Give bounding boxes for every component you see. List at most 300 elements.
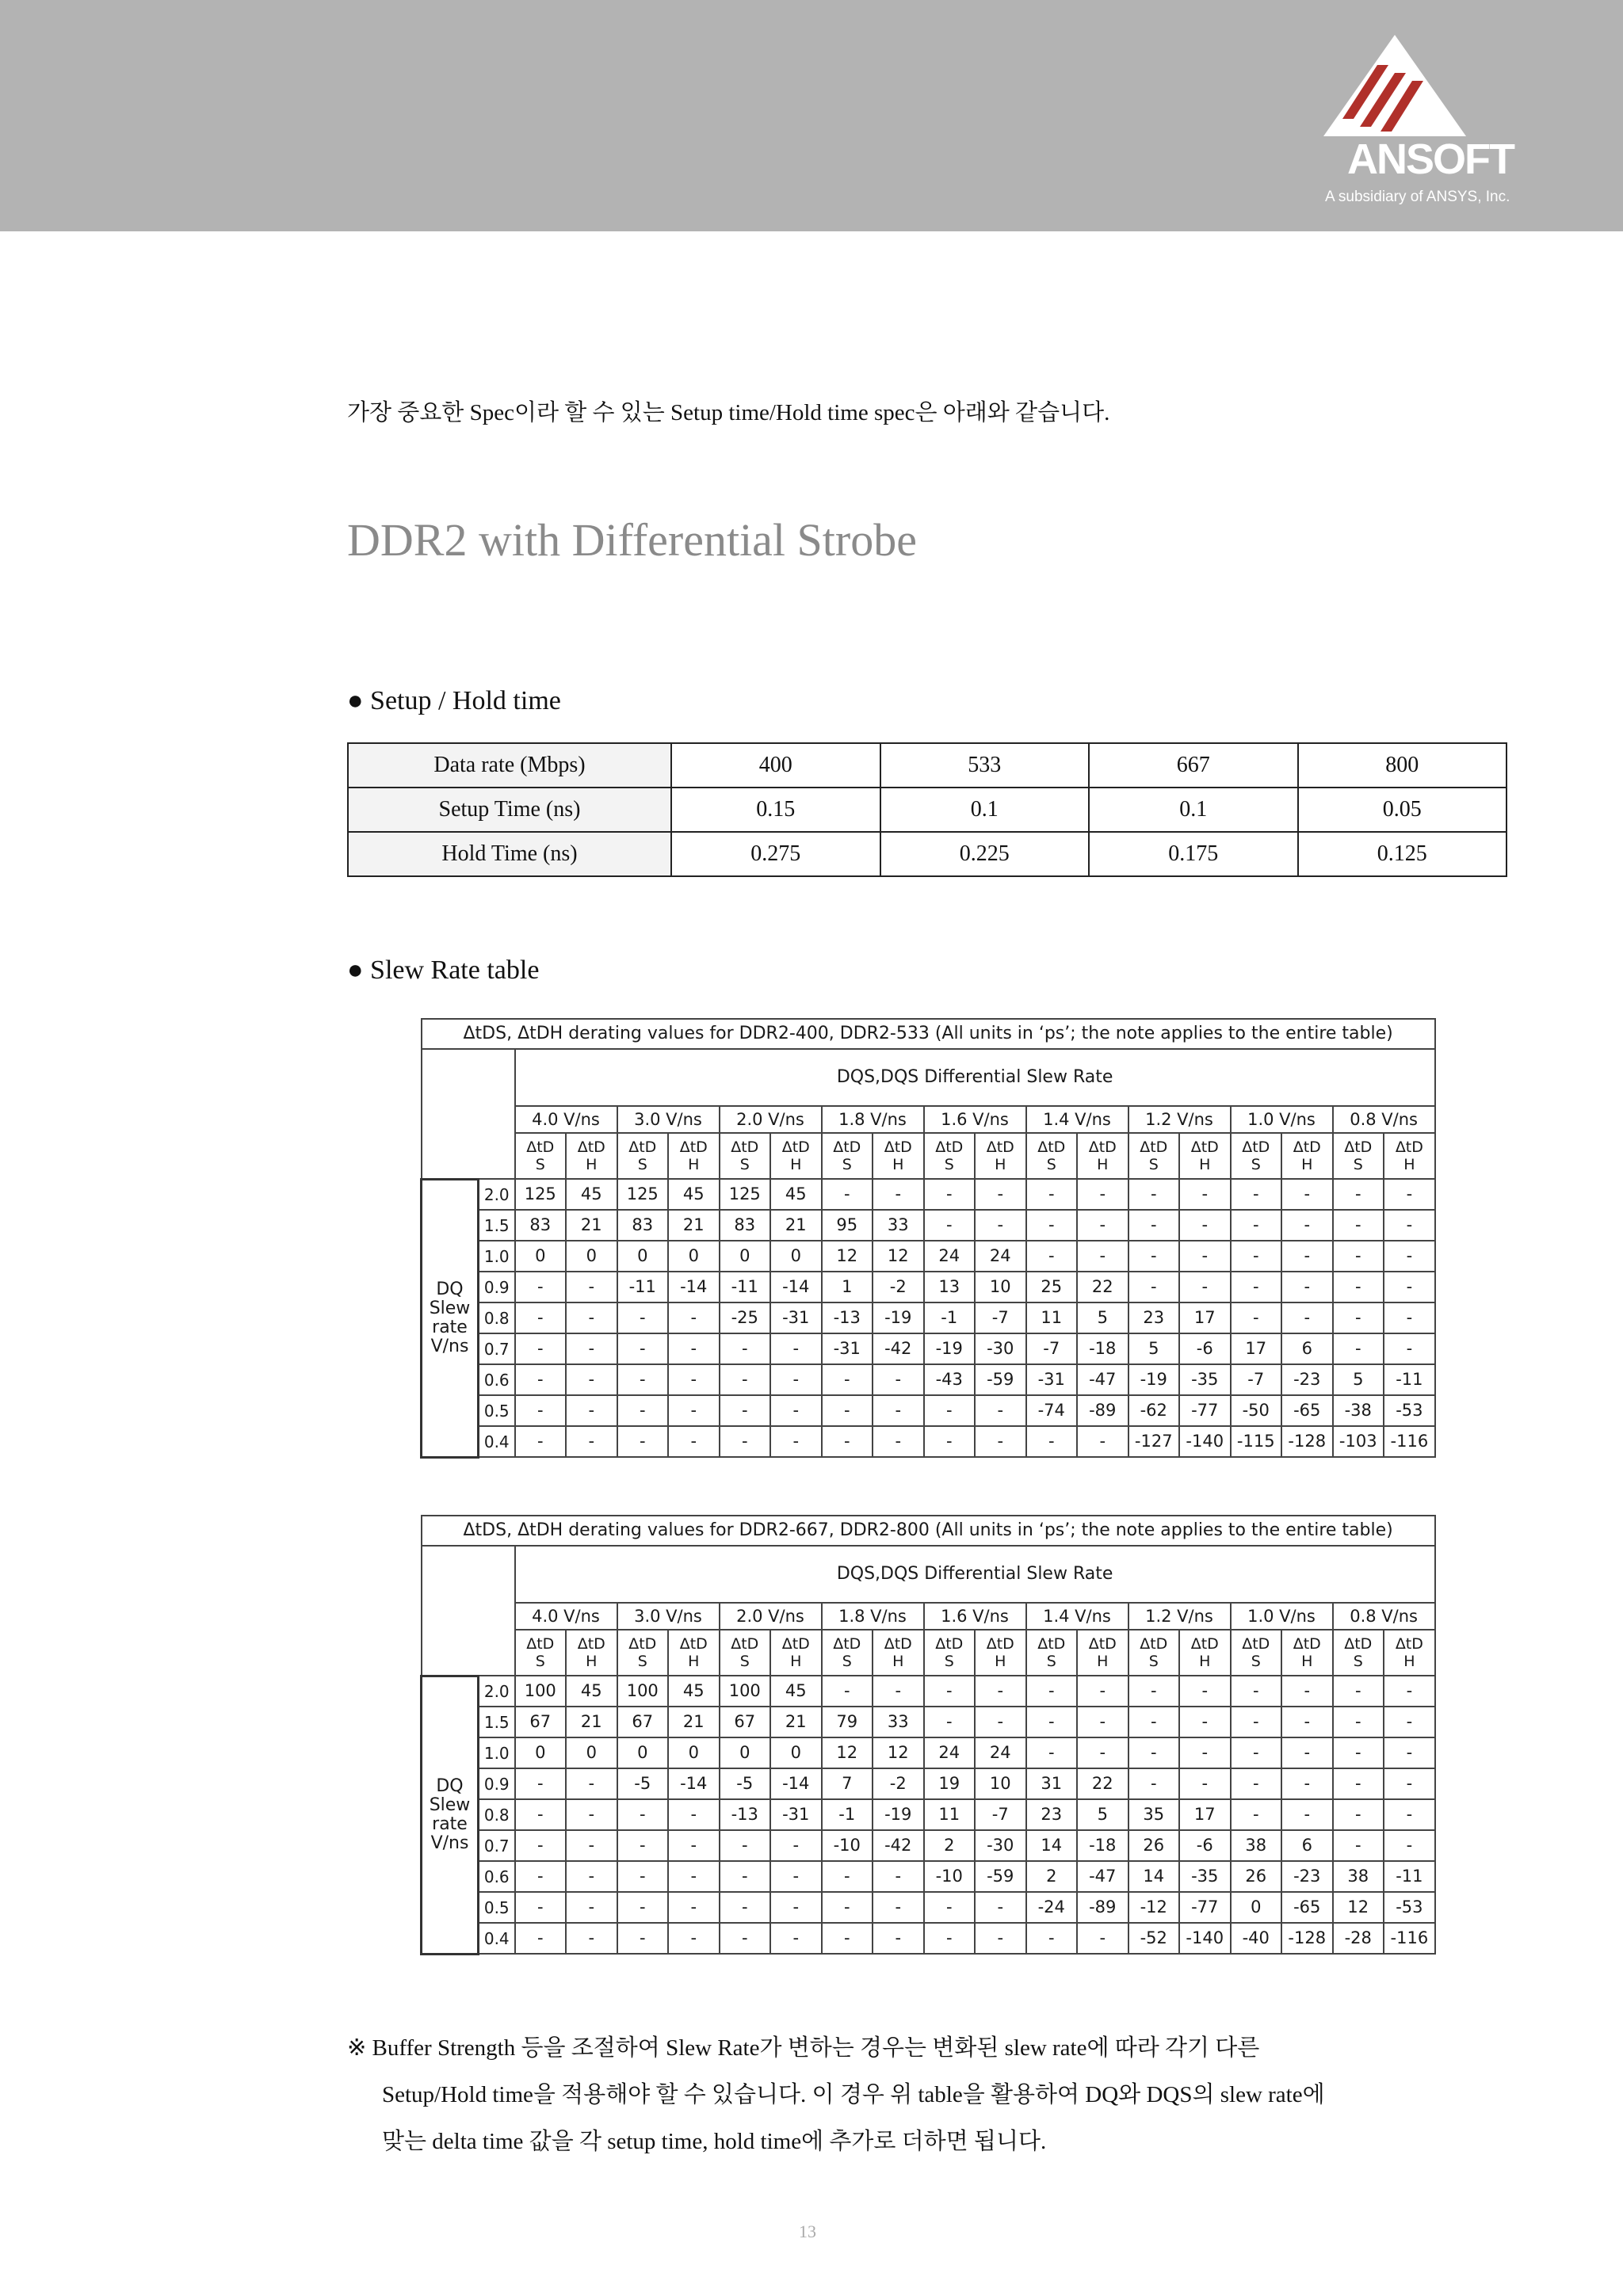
derating-cell: - — [975, 1426, 1026, 1457]
derating-cell: -11 — [617, 1272, 669, 1302]
ansoft-logo — [1300, 32, 1537, 214]
derating-cell: - — [873, 1395, 924, 1426]
derating-cell: 12 — [873, 1737, 924, 1768]
derating-cell: - — [1281, 1737, 1333, 1768]
derating-cell: -53 — [1384, 1395, 1435, 1426]
derating-cell: - — [975, 1923, 1026, 1954]
derating-row — [422, 1737, 1435, 1768]
dq-slew-rate-label: DQ Slew rate V/ns — [422, 1676, 479, 1954]
delta-tds-header: ΔtD S — [617, 1630, 669, 1676]
derating-cell: -65 — [1281, 1892, 1333, 1923]
derating-cell: - — [975, 1179, 1026, 1210]
delta-tds-header: ΔtD S — [1026, 1630, 1078, 1676]
derating-cell: 21 — [668, 1210, 720, 1241]
derating-cell: - — [822, 1364, 873, 1395]
derating-cell: - — [1333, 1179, 1384, 1210]
derating-cell: - — [566, 1768, 617, 1799]
delta-tds-header: ΔtD S — [1333, 1630, 1384, 1676]
derating-cell: 45 — [668, 1179, 720, 1210]
derating-cell: - — [975, 1395, 1026, 1426]
spec-row-label: Setup Time (ns) — [348, 788, 671, 832]
derating-cell: - — [1179, 1179, 1231, 1210]
derating-cell: -77 — [1179, 1892, 1231, 1923]
dqs-rate-row — [422, 1603, 1435, 1630]
derating-cell: 0 — [515, 1241, 567, 1272]
derating-cell: 2 — [1026, 1861, 1078, 1892]
page-number: 13 — [799, 2222, 816, 2241]
derating-cell: 6 — [1281, 1830, 1333, 1861]
derating-cell: - — [1077, 1737, 1128, 1768]
derating-cell: - — [873, 1892, 924, 1923]
dq-slew-rate-value: 1.5 — [479, 1210, 515, 1241]
derating-cell: 38 — [1231, 1830, 1282, 1861]
dqs-rate-header: 2.0 V/ns — [720, 1106, 822, 1133]
derating-cell: - — [668, 1302, 720, 1333]
derating-cell: - — [1281, 1272, 1333, 1302]
delta-tds-header: ΔtD S — [720, 1133, 771, 1179]
dq-slew-rate-value: 0.5 — [479, 1395, 515, 1426]
dq-slew-rate-value: 0.7 — [479, 1333, 515, 1364]
derating-cell: 2 — [924, 1830, 976, 1861]
delta-tds-header: ΔtD S — [720, 1630, 771, 1676]
derating-cell: - — [822, 1892, 873, 1923]
derating-cell: - — [975, 1676, 1026, 1707]
derating-cell: -19 — [873, 1799, 924, 1830]
derating-cell: - — [515, 1799, 567, 1830]
delta-tdh-header: ΔtD H — [1077, 1133, 1128, 1179]
derating-cell: - — [1026, 1179, 1078, 1210]
derating-cell: - — [1179, 1737, 1231, 1768]
dq-slew-rate-value: 0.8 — [479, 1799, 515, 1830]
derating-cell: 14 — [1128, 1861, 1180, 1892]
dq-slew-rate-value: 0.9 — [479, 1272, 515, 1302]
derating-cell: 125 — [720, 1179, 771, 1210]
spec-cell: 0.275 — [671, 832, 880, 876]
derating-cell: - — [1231, 1179, 1282, 1210]
derating-cell: - — [924, 1707, 976, 1737]
derating-cell: - — [1179, 1272, 1231, 1302]
delta-tdh-header: ΔtD H — [1179, 1630, 1231, 1676]
dqs-rate-header: 0.8 V/ns — [1333, 1603, 1435, 1630]
derating-cell: - — [1231, 1241, 1282, 1272]
spec-row-label: Data rate (Mbps) — [348, 743, 671, 788]
delta-tds-header: ΔtD S — [515, 1133, 567, 1179]
dqs-rate-header: 3.0 V/ns — [617, 1106, 720, 1133]
spec-cell: 0.1 — [1089, 788, 1298, 832]
derating-row — [422, 1676, 1435, 1707]
derating-cell: -7 — [1026, 1333, 1078, 1364]
derating-cell: 11 — [1026, 1302, 1078, 1333]
blank-corner — [422, 1049, 515, 1179]
derating-cell: - — [1026, 1737, 1078, 1768]
derating-cell: 1 — [822, 1272, 873, 1302]
derating-cell: - — [1384, 1302, 1435, 1333]
derating-cell: - — [720, 1333, 771, 1364]
derating-cell: -5 — [617, 1768, 669, 1799]
derating-cell: 0 — [770, 1737, 822, 1768]
derating-cell: - — [1281, 1768, 1333, 1799]
derating-cell: - — [1333, 1272, 1384, 1302]
derating-cell: 26 — [1231, 1861, 1282, 1892]
derating-cell: -18 — [1077, 1333, 1128, 1364]
derating-cell: 45 — [566, 1676, 617, 1707]
derating-cell: 83 — [617, 1210, 669, 1241]
derating-cell: - — [668, 1799, 720, 1830]
derating-cell: - — [617, 1426, 669, 1457]
derating-cell: - — [975, 1892, 1026, 1923]
dqs-rate-header: 1.8 V/ns — [822, 1603, 924, 1630]
derating-cell: -23 — [1281, 1861, 1333, 1892]
derating-cell: -30 — [975, 1333, 1026, 1364]
derating-cell: - — [515, 1395, 567, 1426]
derating-cell: - — [515, 1333, 567, 1364]
delta-tds-header: ΔtD S — [1128, 1133, 1180, 1179]
derating-cell: -28 — [1333, 1923, 1384, 1954]
derating-cell: -59 — [975, 1364, 1026, 1395]
derating-cell: -59 — [975, 1861, 1026, 1892]
derating-cell: 12 — [822, 1241, 873, 1272]
derating-cell: - — [822, 1179, 873, 1210]
delta-tdh-header: ΔtD H — [1179, 1133, 1231, 1179]
derating-cell: - — [1077, 1707, 1128, 1737]
derating-cell: - — [1077, 1179, 1128, 1210]
derating-cell: - — [1026, 1676, 1078, 1707]
derating-cell: - — [1384, 1737, 1435, 1768]
derating-cell: - — [720, 1923, 771, 1954]
derating-cell: - — [924, 1892, 976, 1923]
derating-cell: - — [1026, 1241, 1078, 1272]
derating-cell: 31 — [1026, 1768, 1078, 1799]
derating-cell: -140 — [1179, 1426, 1231, 1457]
spec-cell: 800 — [1298, 743, 1507, 788]
delta-tdh-header: ΔtD H — [668, 1630, 720, 1676]
derating-cell: -13 — [822, 1302, 873, 1333]
dq-slew-rate-value: 0.4 — [479, 1923, 515, 1954]
derating-cell: 5 — [1333, 1364, 1384, 1395]
derating-cell: - — [668, 1923, 720, 1954]
rate-title-row — [422, 1546, 1435, 1603]
derating-cell: - — [1026, 1210, 1078, 1241]
derating-cell: - — [515, 1426, 567, 1457]
delta-header-row — [422, 1630, 1435, 1676]
derating-cell: - — [617, 1395, 669, 1426]
derating-cell: - — [1077, 1210, 1128, 1241]
derating-cell: - — [1128, 1210, 1180, 1241]
spec-cell: 0.175 — [1089, 832, 1298, 876]
derating-cell: - — [1231, 1210, 1282, 1241]
derating-cell: - — [1281, 1179, 1333, 1210]
derating-cell: - — [515, 1364, 567, 1395]
derating-row — [422, 1364, 1435, 1395]
derating-cell: - — [1333, 1768, 1384, 1799]
derating-cell: - — [1128, 1737, 1180, 1768]
derating-cell: 21 — [668, 1707, 720, 1737]
spec-cell: 533 — [880, 743, 1090, 788]
delta-tds-header: ΔtD S — [822, 1630, 873, 1676]
derating-cell: -7 — [1231, 1364, 1282, 1395]
caption-row — [422, 1019, 1435, 1049]
derating-cell: - — [617, 1799, 669, 1830]
derating-cell: - — [1384, 1707, 1435, 1737]
derating-cell: -14 — [668, 1768, 720, 1799]
dq-slew-rate-value: 2.0 — [479, 1676, 515, 1707]
derating-cell: -7 — [975, 1799, 1026, 1830]
derating-cell: - — [1333, 1737, 1384, 1768]
derating-cell: 38 — [1333, 1861, 1384, 1892]
derating-cell: - — [515, 1861, 567, 1892]
derating-cell: -10 — [924, 1861, 976, 1892]
derating-cell: -38 — [1333, 1395, 1384, 1426]
delta-tdh-header: ΔtD H — [975, 1630, 1026, 1676]
derating-cell: - — [1128, 1768, 1180, 1799]
rate-title-row — [422, 1049, 1435, 1106]
derating-cell: - — [770, 1426, 822, 1457]
derating-row — [422, 1830, 1435, 1861]
dq-slew-rate-label: DQ Slew rate V/ns — [422, 1179, 479, 1457]
derating-cell: 12 — [1333, 1892, 1384, 1923]
dq-slew-rate-value: 0.9 — [479, 1768, 515, 1799]
derating-cell: - — [617, 1302, 669, 1333]
table-caption: ΔtDS, ΔtDH derating values for DDR2-667, DDR2-800 (All units in ‘ps’; the note applies to the entire table) — [422, 1516, 1435, 1546]
derating-cell: - — [924, 1179, 976, 1210]
derating-cell: 0 — [668, 1241, 720, 1272]
derating-cell: - — [515, 1892, 567, 1923]
dqs-rate-header: 1.2 V/ns — [1128, 1603, 1231, 1630]
page-header — [0, 0, 1623, 231]
derating-cell: 0 — [720, 1737, 771, 1768]
derating-cell: 10 — [975, 1768, 1026, 1799]
derating-cell: 45 — [566, 1179, 617, 1210]
derating-cell: 24 — [924, 1737, 976, 1768]
derating-cell: - — [515, 1830, 567, 1861]
derating-cell: 0 — [566, 1737, 617, 1768]
derating-cell: - — [1026, 1426, 1078, 1457]
derating-cell: - — [1384, 1210, 1435, 1241]
spec-cell: 0.15 — [671, 788, 880, 832]
derating-cell: - — [1231, 1302, 1282, 1333]
delta-tds-header: ΔtD S — [1026, 1133, 1078, 1179]
spec-row-label: Hold Time (ns) — [348, 832, 671, 876]
derating-cell: - — [1128, 1272, 1180, 1302]
derating-cell: - — [924, 1923, 976, 1954]
delta-tdh-header: ΔtD H — [1077, 1630, 1128, 1676]
dqs-rate-title: DQS,DQS Differential Slew Rate — [515, 1546, 1435, 1603]
derating-cell: - — [566, 1799, 617, 1830]
derating-cell: - — [1128, 1707, 1180, 1737]
derating-cell: 10 — [975, 1272, 1026, 1302]
derating-cell: 22 — [1077, 1768, 1128, 1799]
derating-cell: 0 — [770, 1241, 822, 1272]
dqs-rate-header: 1.4 V/ns — [1026, 1106, 1128, 1133]
derating-cell: -30 — [975, 1830, 1026, 1861]
derating-cell: - — [822, 1861, 873, 1892]
derating-cell: - — [720, 1395, 771, 1426]
derating-cell: 12 — [822, 1737, 873, 1768]
derating-cell: -31 — [770, 1302, 822, 1333]
derating-cell: - — [1281, 1302, 1333, 1333]
derating-cell: - — [566, 1426, 617, 1457]
derating-cell: -19 — [873, 1302, 924, 1333]
dqs-rate-header: 1.8 V/ns — [822, 1106, 924, 1133]
derating-cell: - — [668, 1426, 720, 1457]
derating-table-ddr2-400-533 — [420, 1018, 1436, 1459]
setup-hold-spec-table — [347, 742, 1507, 877]
dq-slew-rate-value: 0.7 — [479, 1830, 515, 1861]
derating-cell: 17 — [1179, 1799, 1231, 1830]
derating-cell: -10 — [822, 1830, 873, 1861]
derating-row — [422, 1395, 1435, 1426]
delta-tdh-header: ΔtD H — [566, 1630, 617, 1676]
derating-cell: - — [1333, 1707, 1384, 1737]
delta-tdh-header: ΔtD H — [668, 1133, 720, 1179]
derating-cell: - — [617, 1333, 669, 1364]
derating-cell: - — [1128, 1676, 1180, 1707]
derating-row — [422, 1799, 1435, 1830]
section-setup-hold-heading: ● Setup / Hold time — [347, 686, 561, 715]
derating-cell: - — [617, 1923, 669, 1954]
dq-slew-rate-value: 2.0 — [479, 1179, 515, 1210]
derating-cell: 17 — [1179, 1302, 1231, 1333]
derating-cell: - — [822, 1676, 873, 1707]
derating-cell: - — [566, 1861, 617, 1892]
spec-cell: 667 — [1089, 743, 1298, 788]
derating-cell: -24 — [1026, 1892, 1078, 1923]
dqs-rate-header: 4.0 V/ns — [515, 1603, 617, 1630]
derating-cell: 67 — [515, 1707, 567, 1737]
derating-cell: 45 — [770, 1676, 822, 1707]
derating-cell: -2 — [873, 1272, 924, 1302]
derating-cell: - — [1026, 1923, 1078, 1954]
logo-wordmark: ANSOFT — [1347, 135, 1514, 183]
derating-cell: 22 — [1077, 1272, 1128, 1302]
dqs-rate-header: 3.0 V/ns — [617, 1603, 720, 1630]
derating-cell: - — [1231, 1272, 1282, 1302]
derating-cell: - — [1026, 1707, 1078, 1737]
derating-cell: - — [720, 1861, 771, 1892]
derating-cell: 21 — [566, 1707, 617, 1737]
derating-cell: -115 — [1231, 1426, 1282, 1457]
derating-cell: - — [1384, 1830, 1435, 1861]
derating-cell: 100 — [720, 1676, 771, 1707]
dqs-rate-title: DQS,DQS Differential Slew Rate — [515, 1049, 1435, 1106]
delta-tdh-header: ΔtD H — [873, 1630, 924, 1676]
spec-cell: 0.125 — [1298, 832, 1507, 876]
derating-cell: - — [770, 1333, 822, 1364]
derating-row — [422, 1861, 1435, 1892]
derating-cell: 26 — [1128, 1830, 1180, 1861]
derating-cell: -140 — [1179, 1923, 1231, 1954]
derating-row — [422, 1179, 1435, 1210]
dqs-rate-header: 1.2 V/ns — [1128, 1106, 1231, 1133]
derating-cell: - — [617, 1830, 669, 1861]
derating-cell: -42 — [873, 1830, 924, 1861]
derating-cell: 95 — [822, 1210, 873, 1241]
derating-cell: - — [720, 1364, 771, 1395]
derating-cell: 19 — [924, 1768, 976, 1799]
derating-cell: -31 — [770, 1799, 822, 1830]
derating-cell: - — [566, 1272, 617, 1302]
derating-cell: -35 — [1179, 1861, 1231, 1892]
derating-cell: - — [770, 1861, 822, 1892]
dqs-rate-header: 0.8 V/ns — [1333, 1106, 1435, 1133]
derating-row — [422, 1241, 1435, 1272]
derating-cell: - — [1231, 1737, 1282, 1768]
derating-cell: - — [1281, 1210, 1333, 1241]
derating-cell: - — [1231, 1799, 1282, 1830]
derating-cell: - — [668, 1333, 720, 1364]
derating-cell: 21 — [770, 1210, 822, 1241]
derating-cell: 0 — [1231, 1892, 1282, 1923]
derating-cell: 24 — [975, 1737, 1026, 1768]
delta-tdh-header: ΔtD H — [1281, 1133, 1333, 1179]
derating-cell: - — [1281, 1241, 1333, 1272]
derating-cell: 0 — [617, 1737, 669, 1768]
derating-cell: -11 — [1384, 1364, 1435, 1395]
intro-text: 가장 중요한 Spec이라 할 수 있는 Setup time/Hold time spec은 아래와 같습니다. — [347, 400, 1110, 425]
dqs-rate-header: 1.0 V/ns — [1231, 1106, 1333, 1133]
derating-cell: 0 — [720, 1241, 771, 1272]
derating-cell: -116 — [1384, 1426, 1435, 1457]
derating-cell: - — [873, 1923, 924, 1954]
derating-cell: - — [1281, 1707, 1333, 1737]
derating-cell: 33 — [873, 1707, 924, 1737]
delta-tds-header: ΔtD S — [617, 1133, 669, 1179]
dqs-rate-header: 4.0 V/ns — [515, 1106, 617, 1133]
derating-cell: - — [1384, 1272, 1435, 1302]
derating-cell: - — [668, 1830, 720, 1861]
delta-tdh-header: ΔtD H — [770, 1630, 822, 1676]
derating-cell: 35 — [1128, 1799, 1180, 1830]
derating-cell: - — [668, 1861, 720, 1892]
derating-cell: - — [1128, 1241, 1180, 1272]
derating-row — [422, 1923, 1435, 1954]
derating-cell: -116 — [1384, 1923, 1435, 1954]
dq-slew-rate-value: 1.0 — [479, 1737, 515, 1768]
note-line-3: 맞는 delta time 값을 각 setup time, hold time에 추가로 더하면 됩니다. — [382, 2129, 1047, 2154]
derating-cell: - — [566, 1364, 617, 1395]
derating-cell: - — [1333, 1830, 1384, 1861]
derating-cell: -65 — [1281, 1395, 1333, 1426]
derating-cell: -31 — [1026, 1364, 1078, 1395]
blank-corner — [422, 1546, 515, 1676]
derating-cell: -6 — [1179, 1333, 1231, 1364]
derating-cell: 7 — [822, 1768, 873, 1799]
derating-cell: 14 — [1026, 1830, 1078, 1861]
derating-cell: -127 — [1128, 1426, 1180, 1457]
derating-cell: - — [873, 1426, 924, 1457]
dqs-rate-header: 1.0 V/ns — [1231, 1603, 1333, 1630]
delta-tds-header: ΔtD S — [515, 1630, 567, 1676]
dqs-rate-header: 1.4 V/ns — [1026, 1603, 1128, 1630]
derating-row — [422, 1333, 1435, 1364]
derating-cell: - — [668, 1395, 720, 1426]
derating-cell: -128 — [1281, 1426, 1333, 1457]
derating-cell: 0 — [617, 1241, 669, 1272]
page-title: DDR2 with Differential Strobe — [347, 514, 917, 566]
derating-cell: -89 — [1077, 1892, 1128, 1923]
derating-cell: - — [1281, 1799, 1333, 1830]
derating-cell: -103 — [1333, 1426, 1384, 1457]
derating-cell: 21 — [566, 1210, 617, 1241]
delta-tdh-header: ΔtD H — [770, 1133, 822, 1179]
spec-row — [348, 832, 1507, 876]
derating-cell: 23 — [1026, 1799, 1078, 1830]
derating-cell: - — [770, 1892, 822, 1923]
derating-cell: - — [1384, 1179, 1435, 1210]
derating-cell: - — [822, 1426, 873, 1457]
derating-cell: - — [720, 1830, 771, 1861]
derating-cell: - — [617, 1364, 669, 1395]
